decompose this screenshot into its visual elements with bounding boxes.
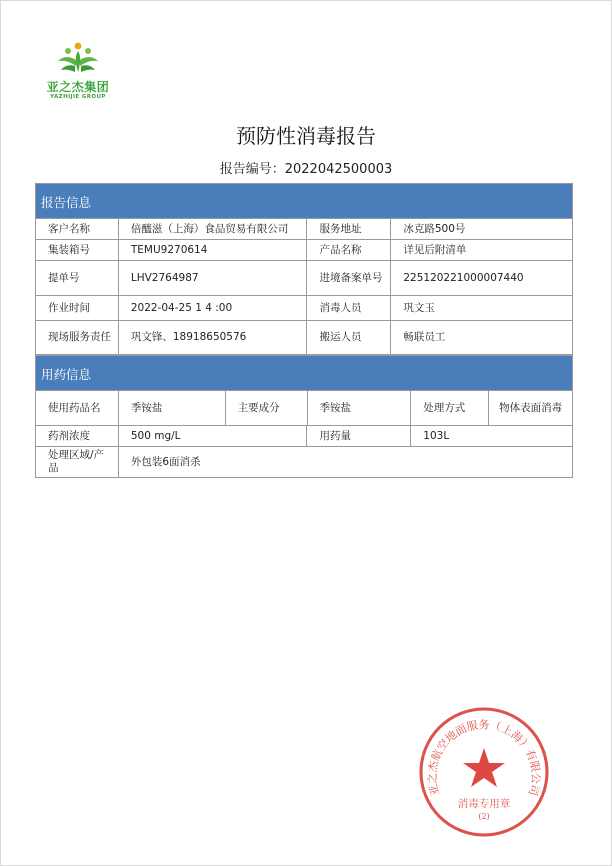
- container-label: 集装箱号: [36, 240, 119, 260]
- section-header-report-info: 报告信息: [35, 183, 573, 219]
- container-value: TEMU9270614: [119, 240, 308, 260]
- customer-value: 倍醯滋（上海）食品贸易有限公司: [119, 219, 308, 239]
- seal-star-icon: [463, 748, 505, 787]
- table-row: [35, 219, 573, 240]
- concentration-label: 药剂浓度: [36, 426, 119, 446]
- dosage-value: 103L: [411, 426, 573, 446]
- report-number-label: 报告编号：: [219, 162, 285, 177]
- drug-name-value: 季铵盐: [119, 391, 226, 425]
- import-record-label: 进境备案单号: [307, 261, 391, 295]
- onsite-label: 现场服务责任: [36, 321, 119, 354]
- work-time-value: 2022-04-25 1 4 :00: [119, 296, 308, 320]
- seal-company-text: 亚之杰航空地面服务（上海）有限公司: [425, 718, 543, 798]
- disinfector-value: 巩文玉: [391, 296, 573, 320]
- main-ingredient-label: 主要成分: [226, 391, 308, 425]
- drug-name-label: 使用药品名: [36, 391, 119, 425]
- report-number-value: 2022042500003: [284, 162, 393, 177]
- area-label: 处理区域/产品: [36, 447, 119, 477]
- seal-number-text: (2): [478, 812, 490, 821]
- logo-icon: [54, 42, 102, 76]
- address-label: 服务地址: [307, 219, 391, 239]
- table-row: [35, 426, 573, 447]
- table-row: [35, 261, 573, 296]
- product-label: 产品名称: [307, 240, 391, 260]
- main-ingredient-value: 季铵盐: [308, 391, 412, 425]
- address-value: 冰克路500号: [391, 219, 573, 239]
- report-table: [35, 183, 573, 478]
- page-title: 预防性消毒报告: [236, 124, 376, 148]
- seal-purpose-text: 消毒专用章: [457, 798, 511, 810]
- work-time-label: 作业时间: [36, 296, 119, 320]
- table-row: [35, 391, 573, 426]
- logo-name-en: YAZHIJIE GROUP: [50, 94, 106, 100]
- import-record-value: 225120221000007440: [391, 261, 573, 295]
- section-header-drug-info: 用药信息: [35, 355, 573, 391]
- method-value: 物体表面消毒: [489, 391, 573, 425]
- transport-label: 搬运人员: [307, 321, 391, 354]
- product-value: 详见后附清单: [391, 240, 573, 260]
- concentration-value: 500 mg/L: [119, 426, 308, 446]
- report-number: [0, 158, 612, 177]
- table-row: [35, 321, 573, 355]
- onsite-value: 巩文锋、18918650576: [119, 321, 308, 354]
- customer-label: 客户名称: [36, 219, 119, 239]
- company-logo: [38, 42, 118, 100]
- area-value: 外包装6面消杀: [119, 447, 573, 477]
- disinfector-label: 消毒人员: [307, 296, 391, 320]
- logo-name-cn: 亚之杰集团: [46, 80, 110, 94]
- method-label: 处理方式: [411, 391, 489, 425]
- bill-value: LHV2764987: [119, 261, 308, 295]
- table-row: [35, 296, 573, 321]
- official-seal: [417, 705, 551, 839]
- bill-label: 提单号: [36, 261, 119, 295]
- table-row: [35, 240, 573, 261]
- dosage-label: 用药量: [307, 426, 411, 446]
- transport-value: 畅联员工: [391, 321, 573, 354]
- table-row: [35, 447, 573, 478]
